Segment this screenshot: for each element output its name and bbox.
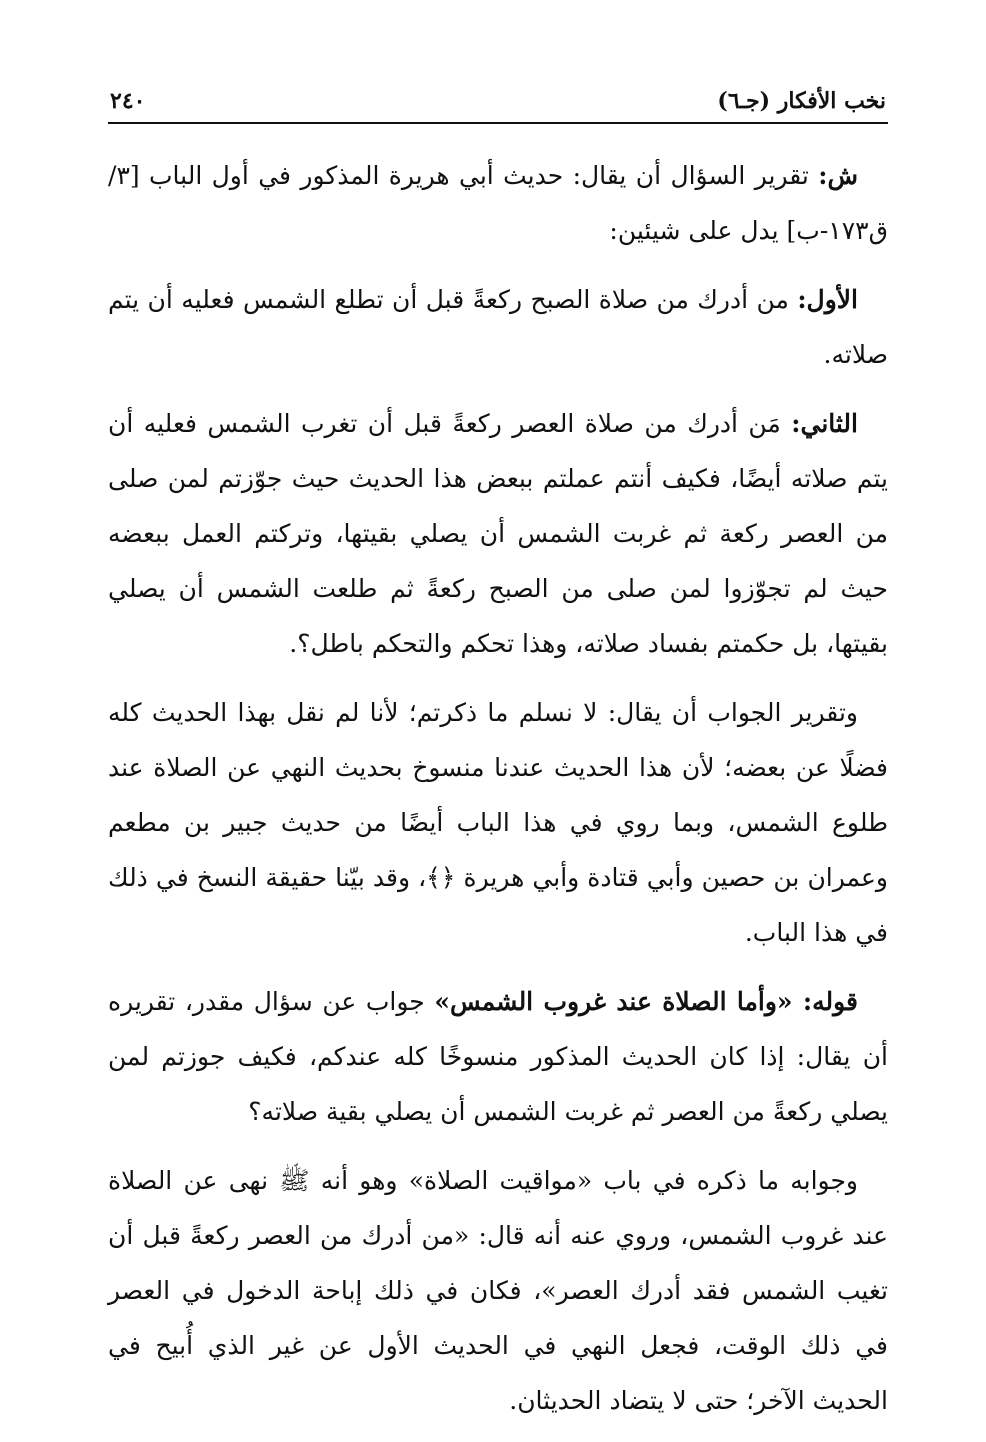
paragraph-lead: الثاني:	[791, 409, 858, 438]
paragraph	[108, 685, 888, 960]
header-rule	[108, 122, 888, 124]
page-number: ٢٤٠	[110, 88, 146, 114]
paragraph-text: مَن أدرك من صلاة العصر ركعةً قبل أن تغرب الشمس فعليه أن يتم صلاته أيضًا، فكيف أنتم عملتم ببعض هذا الحديث حيث جوّزتم لمن صلى من العصر ركعة ثم غربت الشمس أن يصلي بقيتها، وتركتم العمل ببعضه حيث لم تجوّزوا لمن صلى من الصبح ركعةً ثم طلعت الشمس أن يصلي بقيتها، بل حكمتم بفساد صلاته، وهذا تحكم والتحكم باطل؟.	[108, 409, 888, 658]
paragraph-text: تقرير السؤال أن يقال: حديث أبي هريرة المذكور في أول الباب [٣/ ق١٧٣-ب] يدل على شيئين:	[108, 161, 888, 245]
page-header	[108, 70, 888, 120]
page-body	[108, 148, 888, 1428]
paragraph-lead: الأول:	[797, 285, 858, 314]
paragraph-text: جواب عن سؤال مقدر، تقريره أن يقال: إذا كان الحديث المذكور منسوخًا كله عندكم، فكيف جوزتم لمن يصلي ركعةً من العصر ثم غربت الشمس أن يصلي بقية صلاته؟	[108, 987, 888, 1126]
paragraph-text: من أدرك من صلاة الصبح ركعةً قبل أن تطلع الشمس فعليه أن يتم صلاته.	[108, 285, 888, 369]
paragraph	[108, 272, 888, 382]
paragraph	[108, 974, 888, 1139]
paragraph	[108, 148, 888, 258]
paragraph-lead: ش:	[818, 161, 858, 190]
paragraph-text: وجوابه ما ذكره في باب «مواقيت الصلاة» وهو أنه ﷺ نهى عن الصلاة عند غروب الشمس، وروي عنه أنه قال: «من أدرك من العصر ركعةً قبل أن تغيب الشمس فقد أدرك العصر»، فكان في ذلك إباحة الدخول في العصر في ذلك الوقت، فجعل النهي في الحديث الأول عن غير الذي أُبيح في الحديث الآخر؛ حتى لا يتضاد الحديثان.	[108, 1166, 888, 1415]
paragraph-text: وتقرير الجواب أن يقال: لا نسلم ما ذكرتم؛ لأنا لم نقل بهذا الحديث كله فضلًا عن بعضه؛ لأن هذا الحديث عندنا منسوخ بحديث النهي عن الصلاة عند طلوع الشمس، وبما روي في هذا الباب أيضًا من حديث جبير بن مطعم وعمران بن حصين وأبي قتادة وأبي هريرة ﴿﴾، وقد بيّنا حقيقة النسخ في ذلك في هذا الباب.	[108, 698, 888, 947]
book-title: نخب الأفكار (جـ٦)	[717, 88, 886, 114]
document-page	[108, 70, 888, 1442]
paragraph	[108, 396, 888, 671]
paragraph-lead: قوله: «وأما الصلاة عند غروب الشمس»	[434, 987, 858, 1016]
paragraph	[108, 1153, 888, 1428]
